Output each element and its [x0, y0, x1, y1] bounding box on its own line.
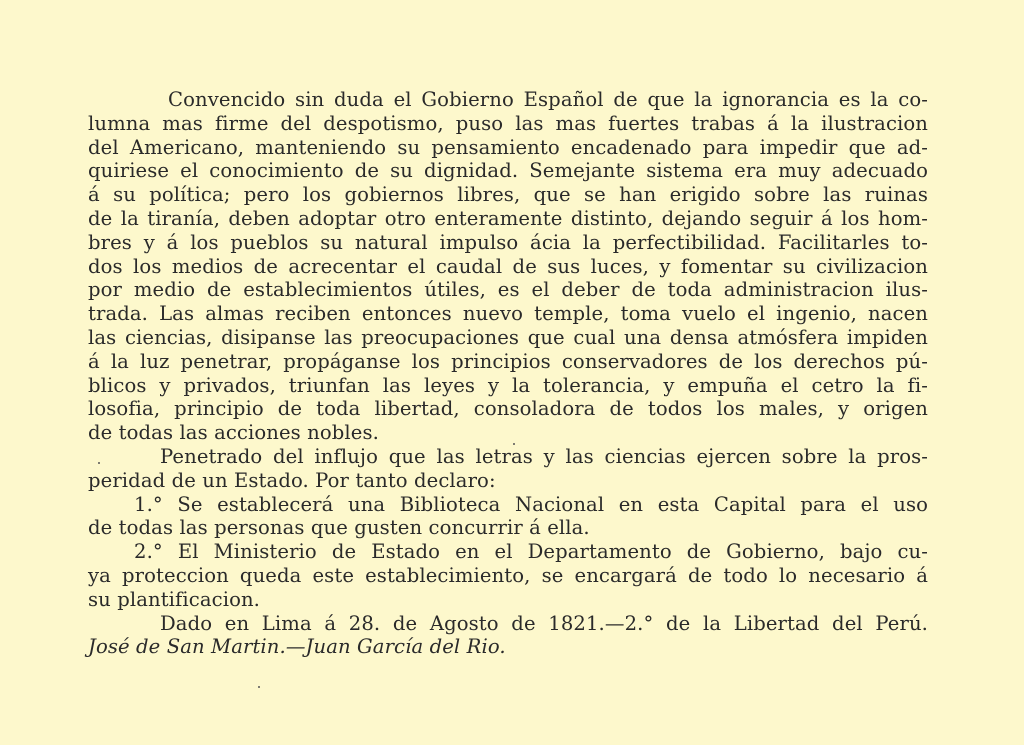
article-2: [88, 540, 928, 611]
ink-speck: [513, 443, 515, 445]
text-line: quiriese el conocimiento de su dignidad. Semejante sistema era muy adecuado: [88, 159, 928, 183]
text-line: á la luz penetrar, propáganse los principios conservadores de los derechos pú-: [88, 349, 928, 373]
text-line: á su política; pero los gobiernos libres, que se han erigido sobre las ruinas: [88, 183, 928, 207]
text-line: Convencido sin duda el Gobierno Español de que la ignorancia es la co-: [168, 88, 928, 111]
ink-speck: [258, 686, 260, 688]
article-1: [88, 493, 928, 541]
dated-line: Dado en Lima á 28. de Agosto de 1821.—2.° de la Libertad del Perú.: [160, 611, 928, 635]
text-line: 1.° Se establecerá una Biblioteca Nacional en esta Capital para el uso: [134, 492, 928, 516]
decree-text: [88, 88, 928, 659]
text-line: su plantificacion.: [88, 587, 261, 611]
ink-speck: [98, 462, 100, 464]
text-line: de todas las personas que gusten concurrir á ella.: [88, 516, 590, 540]
text-line: por medio de establecimientos útiles, es el deber de toda administracion ilus-: [88, 278, 928, 302]
text-line: de la tiranía, deben adoptar otro enteramente distinto, dejando seguir á los hom-: [88, 206, 928, 230]
text-line: ya proteccion queda este establecimiento, se encargará de todo lo necesario á: [88, 563, 928, 587]
text-line: peridad de un Estado. Por tanto declaro:: [88, 468, 496, 492]
text-line: dos los medios de acrecentar el caudal de sus luces, y fomentar su civilizacion: [88, 254, 928, 278]
text-line: del Americano, manteniendo su pensamiento encadenado para impedir que ad-: [88, 135, 928, 159]
text-line: las ciencias, disipanse las preocupaciones que cual una densa atmósfera impiden: [88, 325, 928, 349]
text-line: Penetrado del influjo que las letras y las ciencias ejercen sobre la pros-: [160, 444, 928, 468]
signature-line: José de San Martin.—Juan García del Rio.: [88, 635, 506, 659]
text-line: 2.° El Ministerio de Estado en el Departamento de Gobierno, bajo cu-: [134, 540, 928, 564]
text-line: losofia, principio de toda libertad, consoladora de todos los males, y origen: [88, 397, 928, 421]
text-line: de todas las acciones nobles.: [88, 421, 379, 445]
text-line: lumna mas firme del despotismo, puso las mas fuertes trabas á la ilustracion: [88, 111, 928, 135]
text-line: trada. Las almas reciben entonces nuevo temple, toma vuelo el ingenio, nacen: [88, 302, 928, 326]
text-line: blicos y privados, triunfan las leyes y la tolerancia, y empuña el cetro la fi-: [88, 373, 928, 397]
paragraph-1: [88, 88, 928, 445]
text-line: bres y á los pueblos su natural impulso ácia la perfectibilidad. Facilitarles to-: [88, 230, 928, 254]
paragraph-2: [88, 445, 928, 493]
